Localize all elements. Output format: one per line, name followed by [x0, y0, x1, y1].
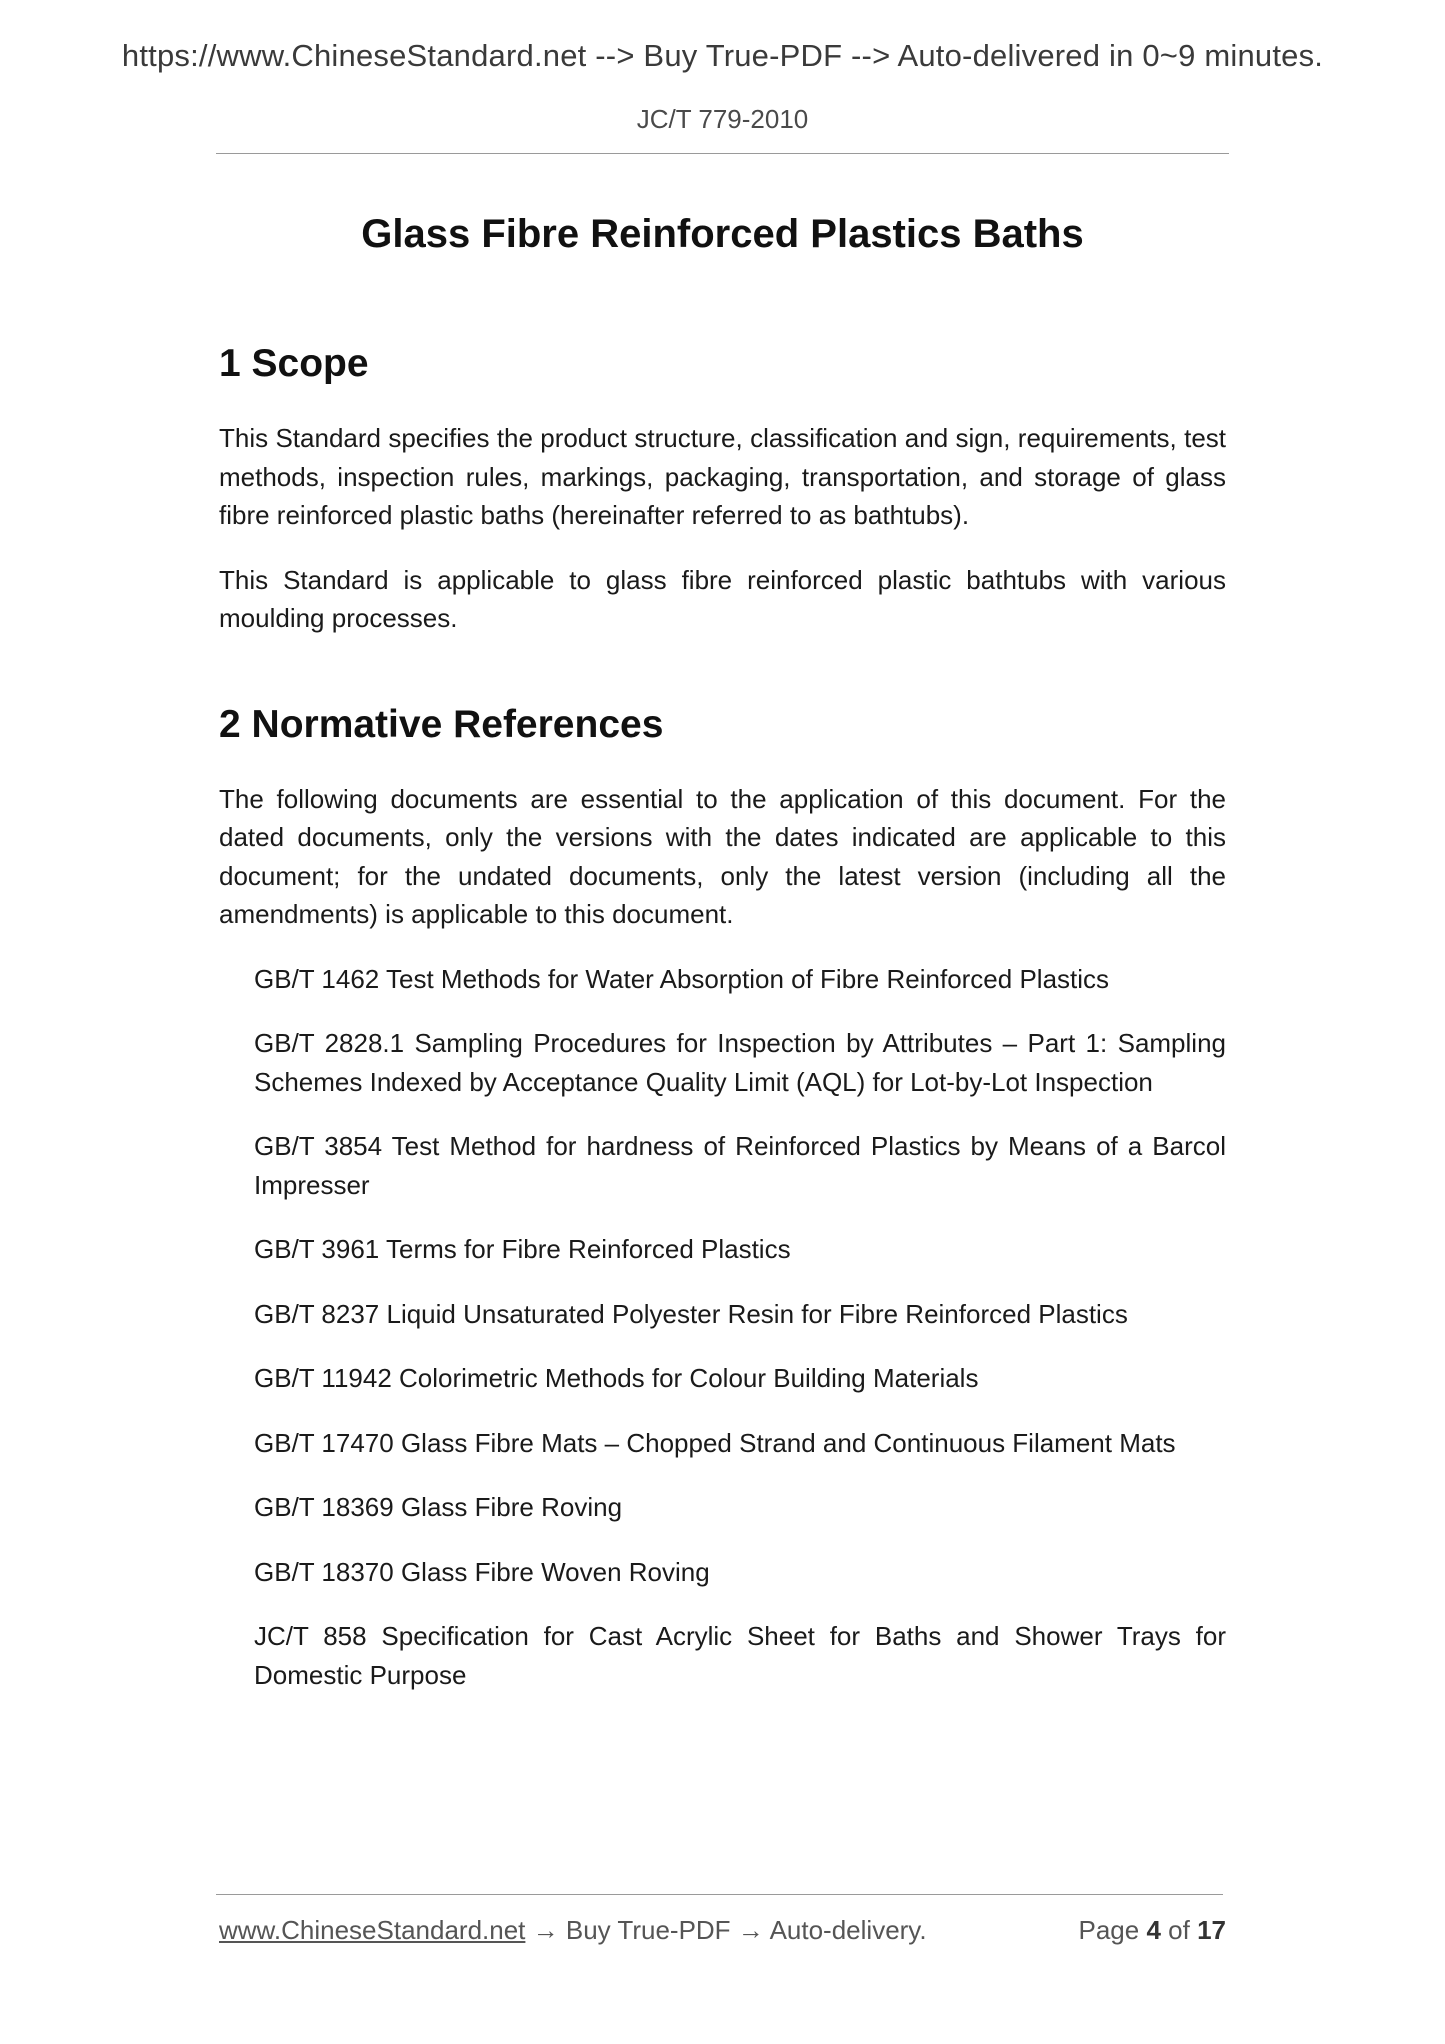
- reference-item: GB/T 3961 Terms for Fibre Reinforced Plastics: [254, 1234, 791, 1264]
- reference-item: GB/T 17470 Glass Fibre Mats – Chopped Strand and Continuous Filament Mats: [254, 1427, 1176, 1458]
- section-heading-scope: 1 Scope: [219, 342, 369, 385]
- document-title: Glass Fibre Reinforced Plastics Baths: [361, 212, 1084, 256]
- reference-item: GB/T 18369 Glass Fibre Roving: [254, 1492, 623, 1522]
- reference-item: GB/T 1462 Test Methods for Water Absorption of Fibre Reinforced Plastics: [254, 963, 1110, 994]
- reference-item: JC/T 858 Specification for Cast Acrylic Sheet for Baths and Shower Trays for Domestic Purpose: [254, 1621, 1226, 1690]
- document-body: [219, 340, 1226, 1694]
- footer-left: [219, 1915, 927, 1946]
- footer-divider: [216, 1894, 1223, 1895]
- header-divider: [216, 153, 1229, 154]
- reference-item: GB/T 2828.1 Sampling Procedures for Inspection by Attributes – Part 1: Sampling Schemes Indexed by Acceptance Quality Limit (AQL) for Lot-by-Lot Inspection: [254, 1028, 1226, 1097]
- of-label: of: [1168, 1915, 1190, 1945]
- page-indicator: [1078, 1915, 1226, 1946]
- reference-item: GB/T 8237 Liquid Unsaturated Polyester Resin for Fibre Reinforced Plastics: [254, 1298, 1128, 1329]
- scope-paragraph-2: This Standard is applicable to glass fibre reinforced plastic bathtubs with various moulding processes.: [219, 564, 1226, 633]
- total-pages: 17: [1197, 1915, 1226, 1945]
- reference-list: [219, 960, 1226, 1695]
- scope-paragraph-1: This Standard specifies the product structure, classification and sign, requirements, test methods, inspection rules, markings, packaging, transportation, and storage of glass fibre reinforced plastic baths (hereinafter referred to as bathtubs).: [219, 423, 1226, 530]
- section-heading-references: 2 Normative References: [219, 702, 664, 746]
- reference-item: GB/T 3854 Test Method for hardness of Reinforced Plastics by Means of a Barcol Impresser: [254, 1131, 1226, 1200]
- references-intro: The following documents are essential to the application of this document. For the dated documents, only the versions with the dates indicated are applicable to this document; for the undated documents, only the latest version (including all the amendments) is applicable to this document.: [219, 783, 1226, 929]
- footer-tagline: → Buy True-PDF → Auto-delivery.: [525, 1915, 927, 1945]
- page-footer: [219, 1915, 1226, 1951]
- header-banner: https://www.ChineseStandard.net --> Buy True-PDF --> Auto-delivered in 0~9 minutes.: [121, 38, 1324, 73]
- reference-item: GB/T 11942 Colorimetric Methods for Colour Building Materials: [254, 1363, 979, 1393]
- site-link[interactable]: www.ChineseStandard.net: [219, 1915, 526, 1945]
- page-number: 4: [1146, 1915, 1161, 1945]
- standard-code: JC/T 779-2010: [636, 104, 809, 134]
- page-label: Page: [1078, 1915, 1140, 1945]
- reference-item: GB/T 18370 Glass Fibre Woven Roving: [254, 1556, 710, 1587]
